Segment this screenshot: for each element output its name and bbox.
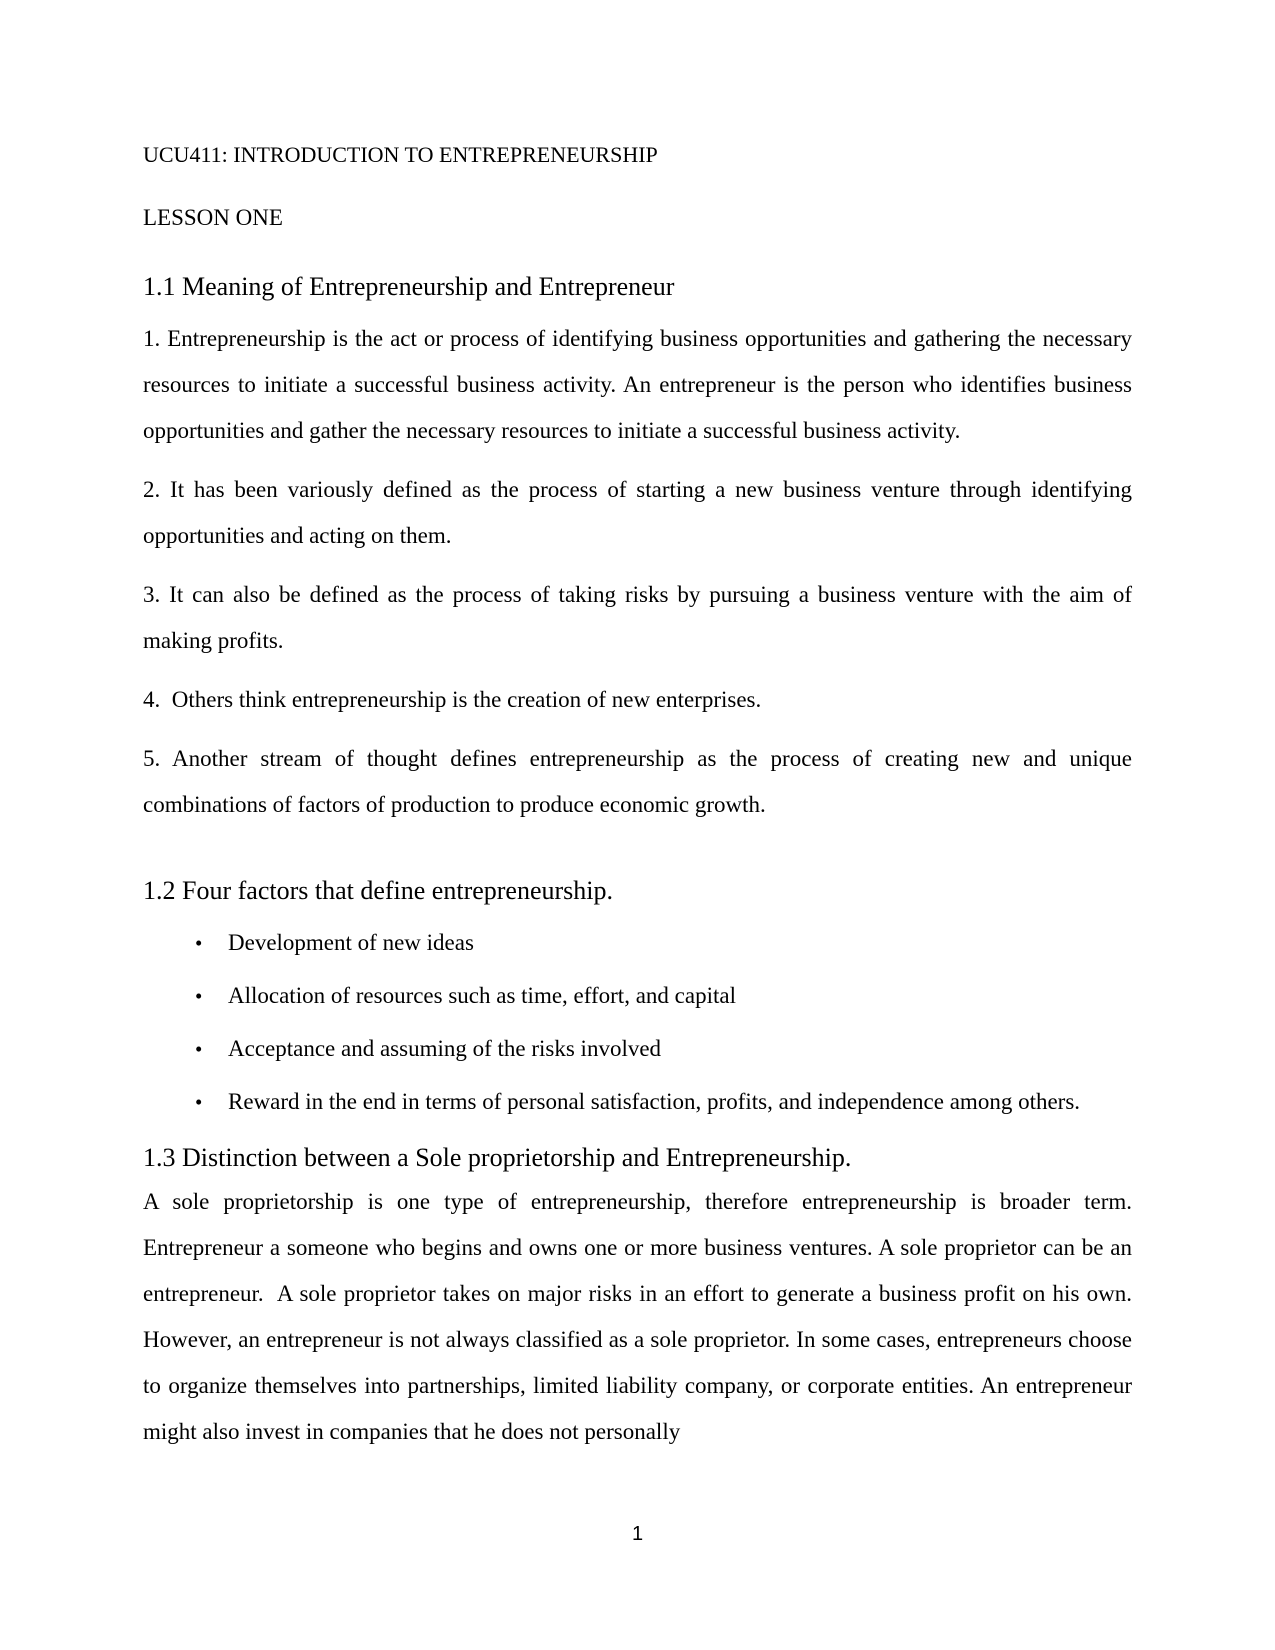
list-item-text: Reward in the end in terms of personal satisfaction, profits, and independence among others.: [228, 1089, 1081, 1114]
list-item: [143, 1079, 1132, 1125]
list-item: [143, 973, 1132, 1019]
section-1-1-paragraph-5: 5. Another stream of thought defines entrepreneurship as the process of creating new and unique combinations of factors of production to produce economic growth.: [143, 746, 1132, 817]
course-title: UCU411: INTRODUCTION TO ENTREPRENEURSHIP: [143, 142, 658, 167]
bullet-icon: •: [195, 1037, 203, 1061]
list-item: [143, 1026, 1132, 1072]
section-1-1-paragraph-2: 2. It has been variously defined as the process of starting a new business venture through identifying opportunities and acting on them.: [143, 477, 1132, 548]
section-1-1-paragraph-3: 3. It can also be defined as the process of taking risks by pursuing a business venture with the aim of making profits.: [143, 582, 1132, 653]
lesson-heading: LESSON ONE: [143, 205, 283, 230]
bullet-icon: •: [195, 1090, 203, 1114]
bullet-icon: •: [195, 984, 203, 1008]
section-1-1-paragraph-4: 4. Others think entrepreneurship is the creation of new enterprises.: [143, 687, 762, 712]
section-1-3-heading: 1.3 Distinction between a Sole proprietorship and Entrepreneurship.: [143, 1143, 852, 1172]
list-item-text: Acceptance and assuming of the risks involved: [228, 1036, 662, 1061]
section-1-2-heading: 1.2 Four factors that define entrepreneurship.: [143, 876, 614, 905]
list-item-text: Development of new ideas: [228, 930, 474, 955]
four-factors-list: [143, 920, 1132, 1125]
section-1-3-paragraph-1: A sole proprietorship is one type of entrepreneurship, therefore entrepreneurship is broader term. Entrepreneur a someone who begins and owns one or more business ventures. A sole proprietor can be an entrepreneur. A sole proprietor takes on major risks in an effort to generate a business profit on his own. However, an entrepreneur is not always classified as a sole proprietor. In some cases, entrepreneurs choose to organize themselves into partnerships, limited liability company, or corporate entities. An entrepreneur might also invest in companies that he does not personally: [143, 1189, 1132, 1444]
bullet-icon: •: [195, 931, 203, 955]
list-item: [143, 920, 1132, 966]
list-item-text: Allocation of resources such as time, effort, and capital: [228, 983, 736, 1008]
section-1-1-paragraph-1: 1. Entrepreneurship is the act or process of identifying business opportunities and gathering the necessary resources to initiate a successful business activity. An entrepreneur is the person who identifies business opportunities and gather the necessary resources to initiate a successful business activity.: [143, 326, 1132, 443]
page-number: 1: [631, 1523, 644, 1545]
section-1-1-heading: 1.1 Meaning of Entrepreneurship and Entrepreneur: [143, 272, 675, 301]
